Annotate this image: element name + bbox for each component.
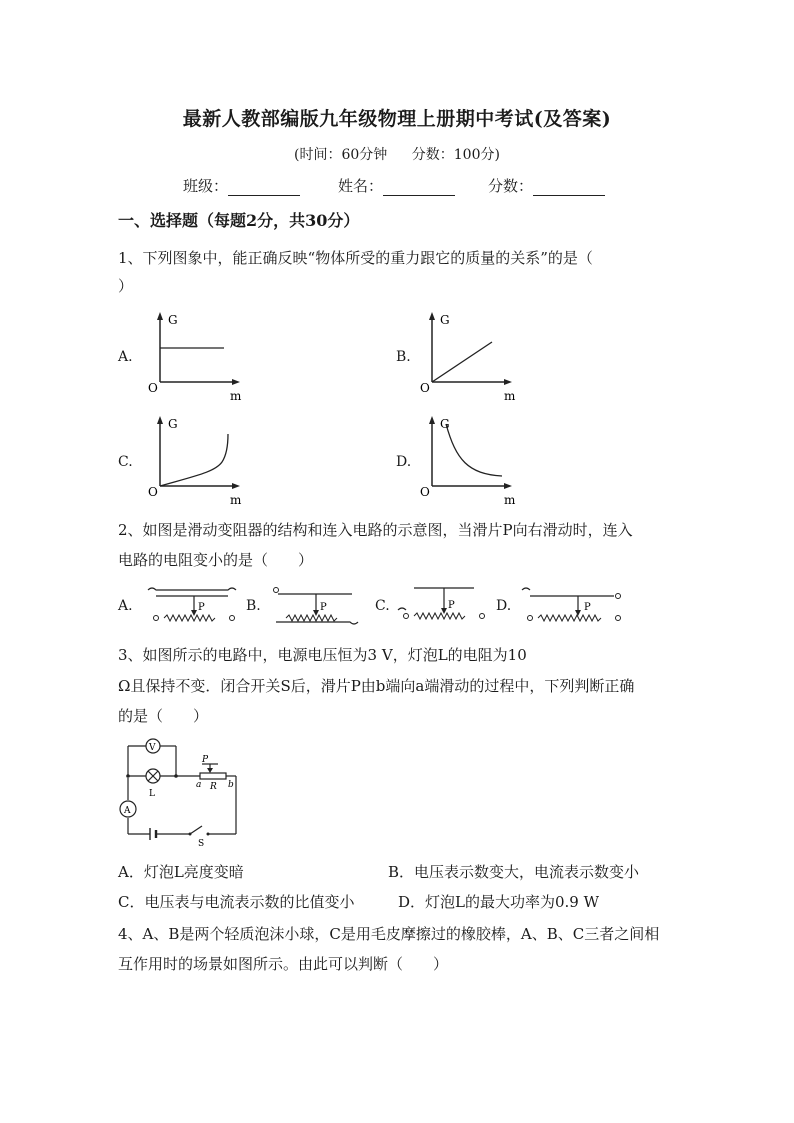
q4-text-line1: 4、A、B是两个轻质泡沫小球，C是用毛皮摩擦过的橡胶棒，A、B、C三者之间相: [118, 925, 660, 943]
graph-b-curve: [432, 342, 492, 382]
origin-label: O: [420, 381, 430, 395]
q3-text-line2: Ω且保持不变．闭合开关S后，滑片P由b端向a端滑动的过程中，下列判断正确: [118, 677, 635, 695]
axis-g-label: G: [168, 417, 178, 431]
page-title: 最新人教部编版九年级物理上册期中考试(及答案): [182, 108, 612, 130]
q3-text-line3: 的是（ ）: [118, 707, 209, 725]
q2-option-b-label: B.: [246, 598, 261, 614]
q2-rheostat-a: [144, 582, 244, 628]
q2-option-d-label: D.: [496, 598, 512, 614]
q4-text-line2: 互作用时的场景如图所示。由此可以判断（ ）: [118, 955, 449, 973]
axis-m-label: m: [504, 389, 516, 402]
exam-total-score: 分数：100分): [411, 147, 500, 163]
q2-option-a-label: A.: [118, 598, 133, 614]
q2-rheostat-b: [266, 582, 366, 628]
score-blank[interactable]: [533, 181, 605, 196]
score-field: [488, 175, 605, 196]
axis-m-label: m: [504, 493, 516, 506]
q2-text-line1: 2、如图是滑动变阻器的结构和连入电路的示意图，当滑片P向右滑动时，连入: [118, 521, 633, 539]
resistor-label: R: [210, 782, 217, 792]
end-a-label: a: [196, 780, 202, 790]
q2-rheostat-d: [518, 582, 626, 628]
switch-label: S: [198, 839, 205, 848]
score-label: 分数：: [488, 177, 534, 195]
ammeter-label: A: [124, 806, 131, 816]
axis-m-label: m: [230, 389, 242, 402]
name-field: [338, 175, 455, 196]
q1-graph-a: [140, 310, 250, 402]
q2-text-line2: 电路的电阻变小的是（ ）: [118, 551, 314, 569]
q1-option-b-label: B.: [396, 349, 411, 365]
q3-option-b: B．电压表示数变大，电流表示数变小: [388, 863, 640, 881]
section-heading: 一、选择题（每题2分，共30分）: [118, 211, 360, 230]
axis-g-label: G: [440, 417, 450, 431]
q1-graph-d: [412, 414, 524, 506]
q3-option-c: C．电压表与电流表示数的比值变小: [118, 893, 355, 911]
origin-label: O: [148, 485, 158, 499]
axis-m-label: m: [230, 493, 242, 506]
q3-text-line1: 3、如图所示的电路中，电源电压恒为3 V，灯泡L的电阻为10: [118, 646, 527, 664]
slider-label: P: [584, 602, 591, 613]
name-blank[interactable]: [383, 181, 455, 196]
axis-g-label: G: [168, 313, 178, 327]
q2-option-c-label: C.: [375, 598, 390, 614]
slider-label: P: [198, 602, 205, 613]
graph-d-curve: [446, 424, 502, 476]
class-blank[interactable]: [228, 181, 300, 196]
q1-graph-c: [140, 414, 252, 506]
graph-c-curve: [160, 434, 228, 486]
class-field: [183, 175, 300, 196]
q1-graph-b: [412, 310, 524, 402]
q3-circuit-diagram: [114, 736, 244, 848]
exam-time: (时间：60分钟: [294, 147, 388, 163]
name-label: 姓名：: [338, 177, 384, 195]
end-b-label: b: [228, 780, 234, 790]
class-label: 班级：: [183, 177, 229, 195]
q1-text-line1: 1、下列图象中，能正确反映“物体所受的重力跟它的质量的关系”的是（: [118, 249, 593, 267]
exam-meta: [0, 144, 794, 164]
slider-label: P: [448, 600, 455, 611]
origin-label: O: [148, 381, 158, 395]
axis-g-label: G: [440, 313, 450, 327]
q3-option-d: D．灯泡L的最大功率为0.9 W: [398, 893, 600, 911]
slider-label: P: [320, 602, 327, 613]
slider-p-label: P: [202, 755, 209, 765]
q3-option-a: A．灯泡L亮度变暗: [118, 863, 244, 881]
q2-rheostat-c: [394, 580, 494, 628]
q1-text-line2: ）: [118, 277, 134, 295]
voltmeter-label: V: [149, 743, 156, 753]
q1-option-a-label: A.: [118, 349, 133, 365]
origin-label: O: [420, 485, 430, 499]
q1-option-c-label: C.: [118, 454, 133, 470]
q1-option-d-label: D.: [396, 454, 412, 470]
lamp-label: L: [149, 789, 155, 799]
